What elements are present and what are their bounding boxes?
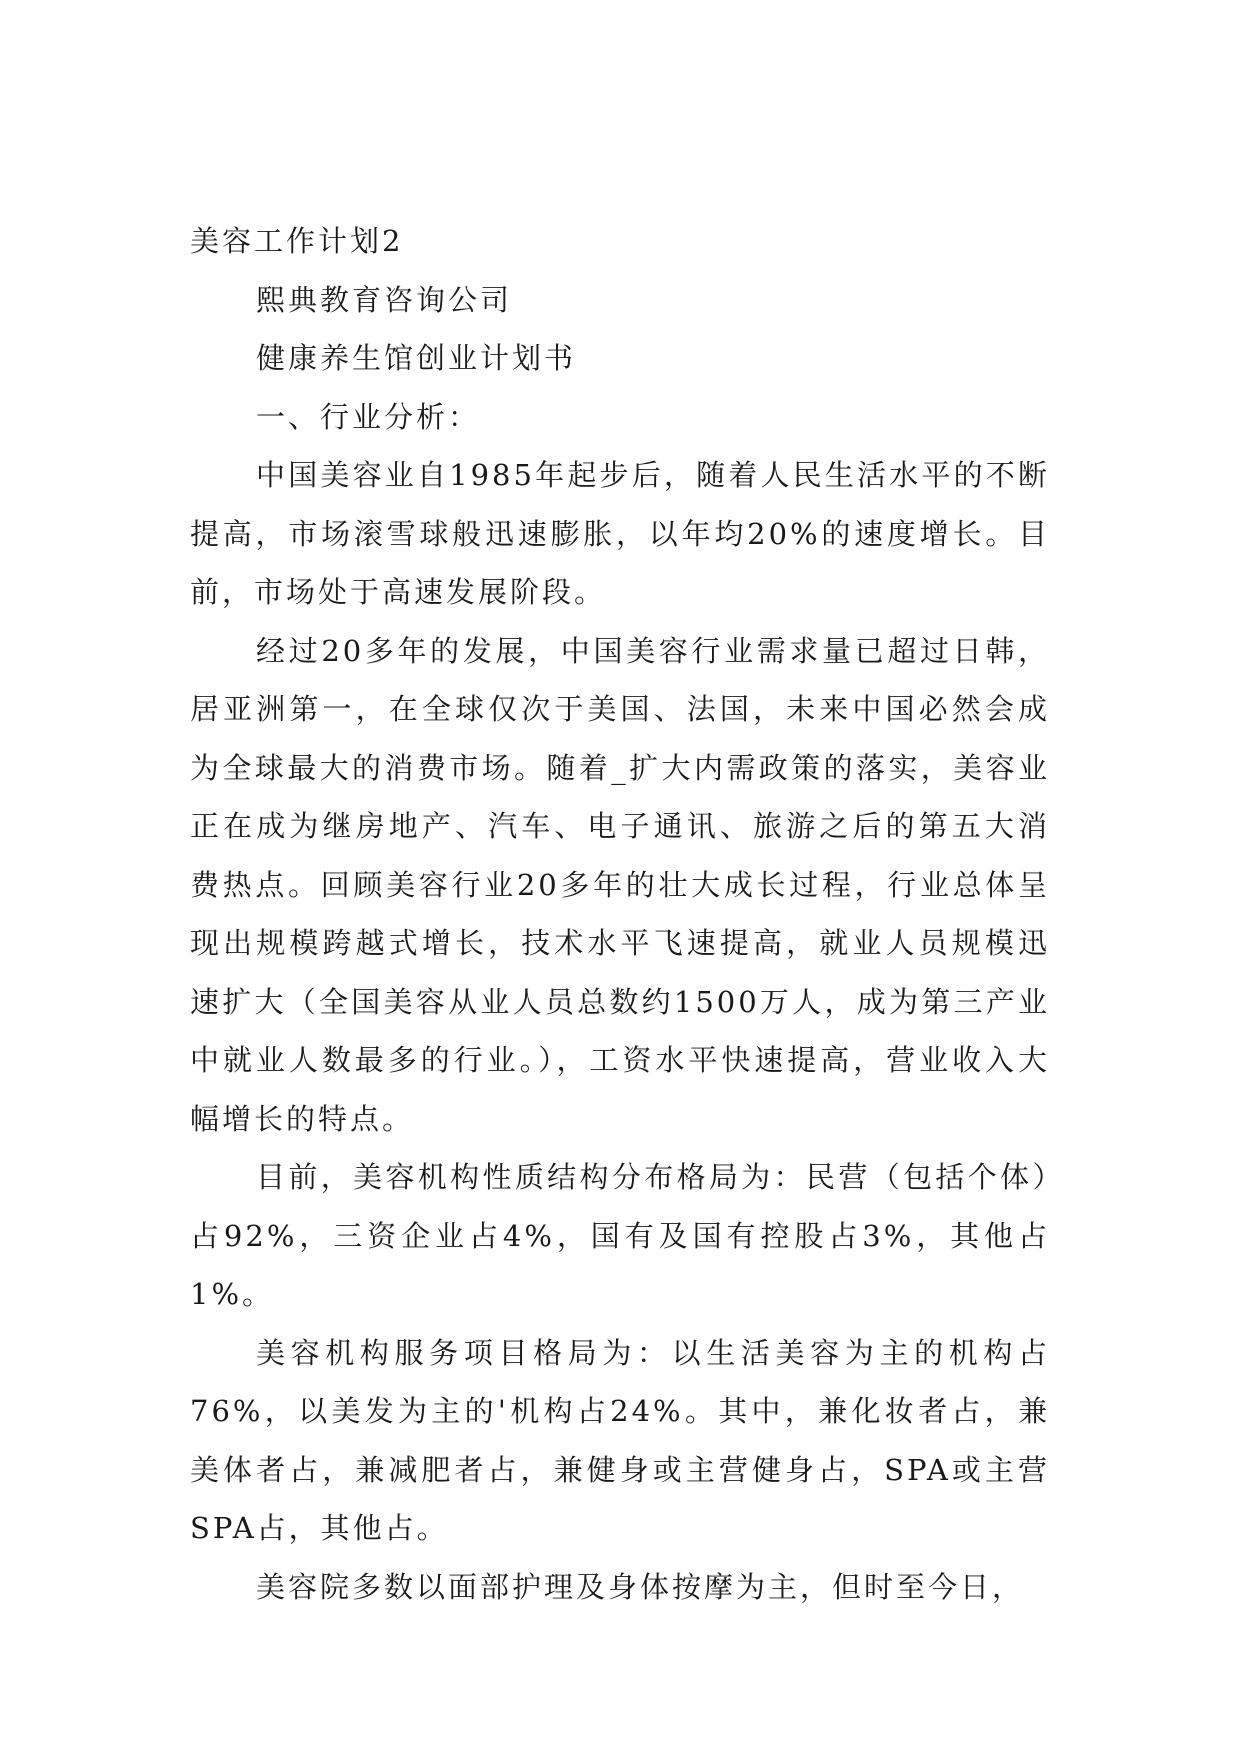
company-name: 熙典教育咨询公司 — [256, 282, 513, 317]
document-title: 美容工作计划2 — [190, 224, 404, 258]
section-heading: 一、行业分析： — [256, 399, 481, 434]
document-page — [190, 212, 1050, 1616]
paragraph-2: 经过20多年的发展，中国美容行业需求量已超过日韩，居亚洲第一，在全球仅次于美国、法国，未来中国必然会成为全球最大的消费市场。随着_扩大内需政策的落实，美容业正在成为继房地产、汽车、电子通讯、旅游之后的第五大消费热点。回顾美容行业20多年的壮大成长过程，行业总体呈现出规模跨越式增长，技术水平飞速提高，就业人员规模迅速扩大（全国美容从业人员总数约1500万人，成为第三产业中就业人数最多的行业。），工资水平快速提高，营业收入大幅增长的特点。 — [190, 633, 1050, 1136]
paragraph-5: 美容院多数以面部护理及身体按摩为主，但时至今日， — [256, 1569, 1025, 1604]
paragraph-4: 美容机构服务项目格局为：以生活美容为主的机构占76%，以美发为主的'机构占24%。其中，兼化妆者占，兼美体者占，兼减肥者占，兼健身或主营健身占，SPA或主营SPA占，其他占。 — [190, 1335, 1050, 1545]
paragraph-3: 目前，美容机构性质结构分布格局为：民营（包括个体）占92%，三资企业占4%，国有及国有控股占3%，其他占1%。 — [190, 1160, 1050, 1311]
document-subtitle: 健康养生馆创业计划书 — [256, 341, 577, 375]
paragraph-1: 中国美容业自1985年起步后，随着人民生活水平的不断提高，市场滚雪球般迅速膨胀，以年均20%的速度增长。目前，市场处于高速发展阶段。 — [190, 458, 1050, 609]
